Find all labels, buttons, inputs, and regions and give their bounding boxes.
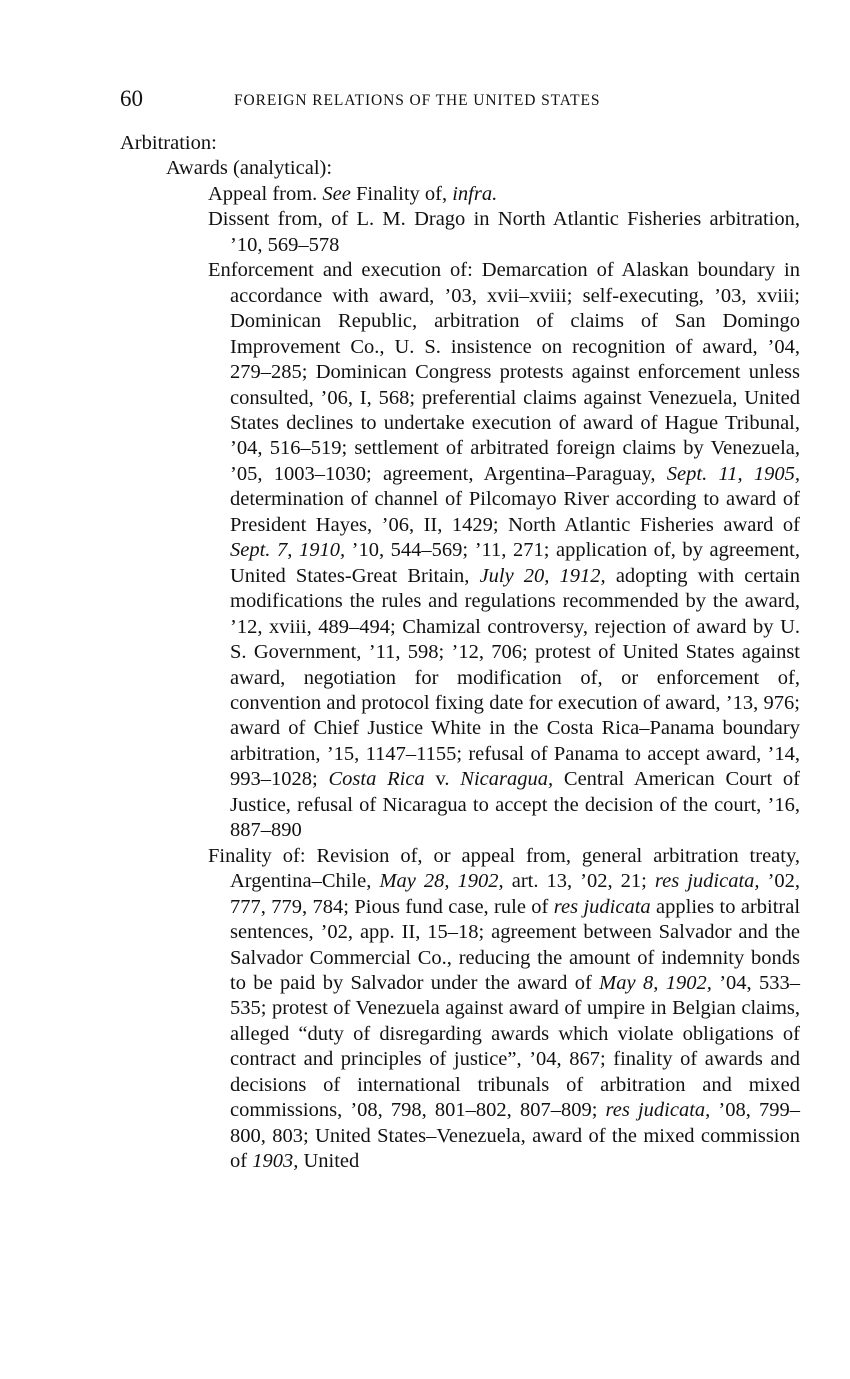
entry-text: ’02, 777, 779, 784; Pious fund case, rule of bbox=[230, 870, 801, 918]
entry-date: Sept. 7, 1910, bbox=[230, 539, 346, 562]
latin-term: res judicata bbox=[553, 895, 651, 918]
entry-date: July 20, 1912, bbox=[479, 564, 606, 587]
entry-text: art. 13, ’02, 21; bbox=[511, 870, 647, 893]
index-subheading: Awards (analytical): bbox=[166, 157, 333, 180]
entry-text: Central American Court of Justice, refusal of Nicaragua to accept the decision of the court, ’16, 887–890 bbox=[230, 768, 801, 842]
index-entry-dissent bbox=[120, 207, 800, 258]
entry-text: Revision of, or appeal from, general arbitration treaty, Argentina–Chile, bbox=[230, 844, 801, 893]
entry-text: of L. M. Drago in North Atlantic Fisheries arbitration, ’10, 569–578 bbox=[230, 208, 801, 256]
latin-term: res judicata, bbox=[605, 1099, 711, 1122]
entry-text: determination of channel of Pilcomayo River according to award of President Hayes, ’06, II, 1429; North Atlantic Fisheries award of bbox=[230, 488, 800, 536]
entry-text: adopting with certain modifications the rules and regulations recommended by the award, ’12, xviii, 489–494; Chamizal controversy, rejection of award by U. S. Government, ’11, 598; ’12, 706; protest of United States against award, negotiation for modification of, or enforcement of, convention and protocol fixing date for execution of award, ’13, 976; award of Chief Justice White in the Costa Rica–Panama boundary arbitration, ’15, 1147–1155; refusal of Panama to accept award, ’14, 993–1028; bbox=[230, 564, 801, 791]
case-versus: v. bbox=[435, 768, 450, 791]
entry-date: 1903, bbox=[252, 1150, 299, 1173]
entry-date: Sept. 11, 1905, bbox=[666, 462, 800, 485]
entry-text: United bbox=[303, 1150, 360, 1173]
case-party: Nicaragua, bbox=[460, 768, 554, 791]
index-entry-finality bbox=[120, 844, 800, 1175]
index-entry-appeal bbox=[120, 182, 800, 207]
entry-text: ’04, 533–535; protest of Venezuela against award of umpire in Belgian claims, alleged “duty of disregarding awards which violate obligations of contract and principles of justice”, ’04, 867; finality of awards and decisions of international tribunals of arbitration and mixed commissions, ’08, 798, 801–802, 807–809; bbox=[230, 971, 801, 1122]
case-party: Costa Rica bbox=[328, 768, 425, 791]
running-head: FOREIGN RELATIONS OF THE UNITED STATES bbox=[234, 92, 601, 109]
page-header bbox=[120, 84, 800, 114]
page-number: 60 bbox=[120, 86, 143, 111]
entry-date: May 28, 1902, bbox=[379, 870, 504, 893]
entry-term: Appeal from. bbox=[208, 182, 318, 205]
entry-date: May 8, 1902, bbox=[599, 971, 712, 994]
entry-text: ’10, 544–569; ’11, 271; application of, by agreement, United States-Great Britain, bbox=[230, 539, 800, 587]
entry-term: Dissent from, bbox=[208, 208, 323, 231]
index-content bbox=[120, 131, 800, 1175]
index-heading: Arbitration: bbox=[120, 132, 217, 154]
entry-text: applies to arbitral sentences, ’02, app. II, 15–18; agreement between Salvador and the Salvador Commercial Co., reducing the amount of indemnity bonds to be paid by Salvador under the award of bbox=[230, 895, 801, 994]
entry-term: Finality of: bbox=[208, 844, 306, 867]
entry-text: ’08, 799–800, 803; United States–Venezuela, award of the mixed commission of bbox=[230, 1099, 801, 1173]
entry-term: Enforcement and execution of: bbox=[208, 259, 473, 282]
index-entry-enforcement bbox=[120, 258, 800, 843]
latin-term: res judicata, bbox=[654, 870, 760, 893]
entry-text: Demarcation of Alaskan boundary in accordance with award, ’03, xvii–xviii; self-executing, ’03, xviii; Dominican Republic, arbitration of claims of San Domingo Improvement Co., U. S. insistence on recognition of award, ’04, 279–285; Dominican Congress protests against enforcement unless consulted, ’06, I, 568; preferential claims against Venezuela, United States declines to undertake execution of award of Hague Tribunal, ’04, 516–519; settlement of arbitrated foreign claims by Venezuela, ’05, 1003–1030; agreement, Argentina–Paraguay, bbox=[230, 259, 800, 485]
see-suffix: infra. bbox=[452, 182, 498, 205]
see-label: See bbox=[322, 182, 351, 205]
see-target: Finality of, bbox=[356, 182, 448, 205]
